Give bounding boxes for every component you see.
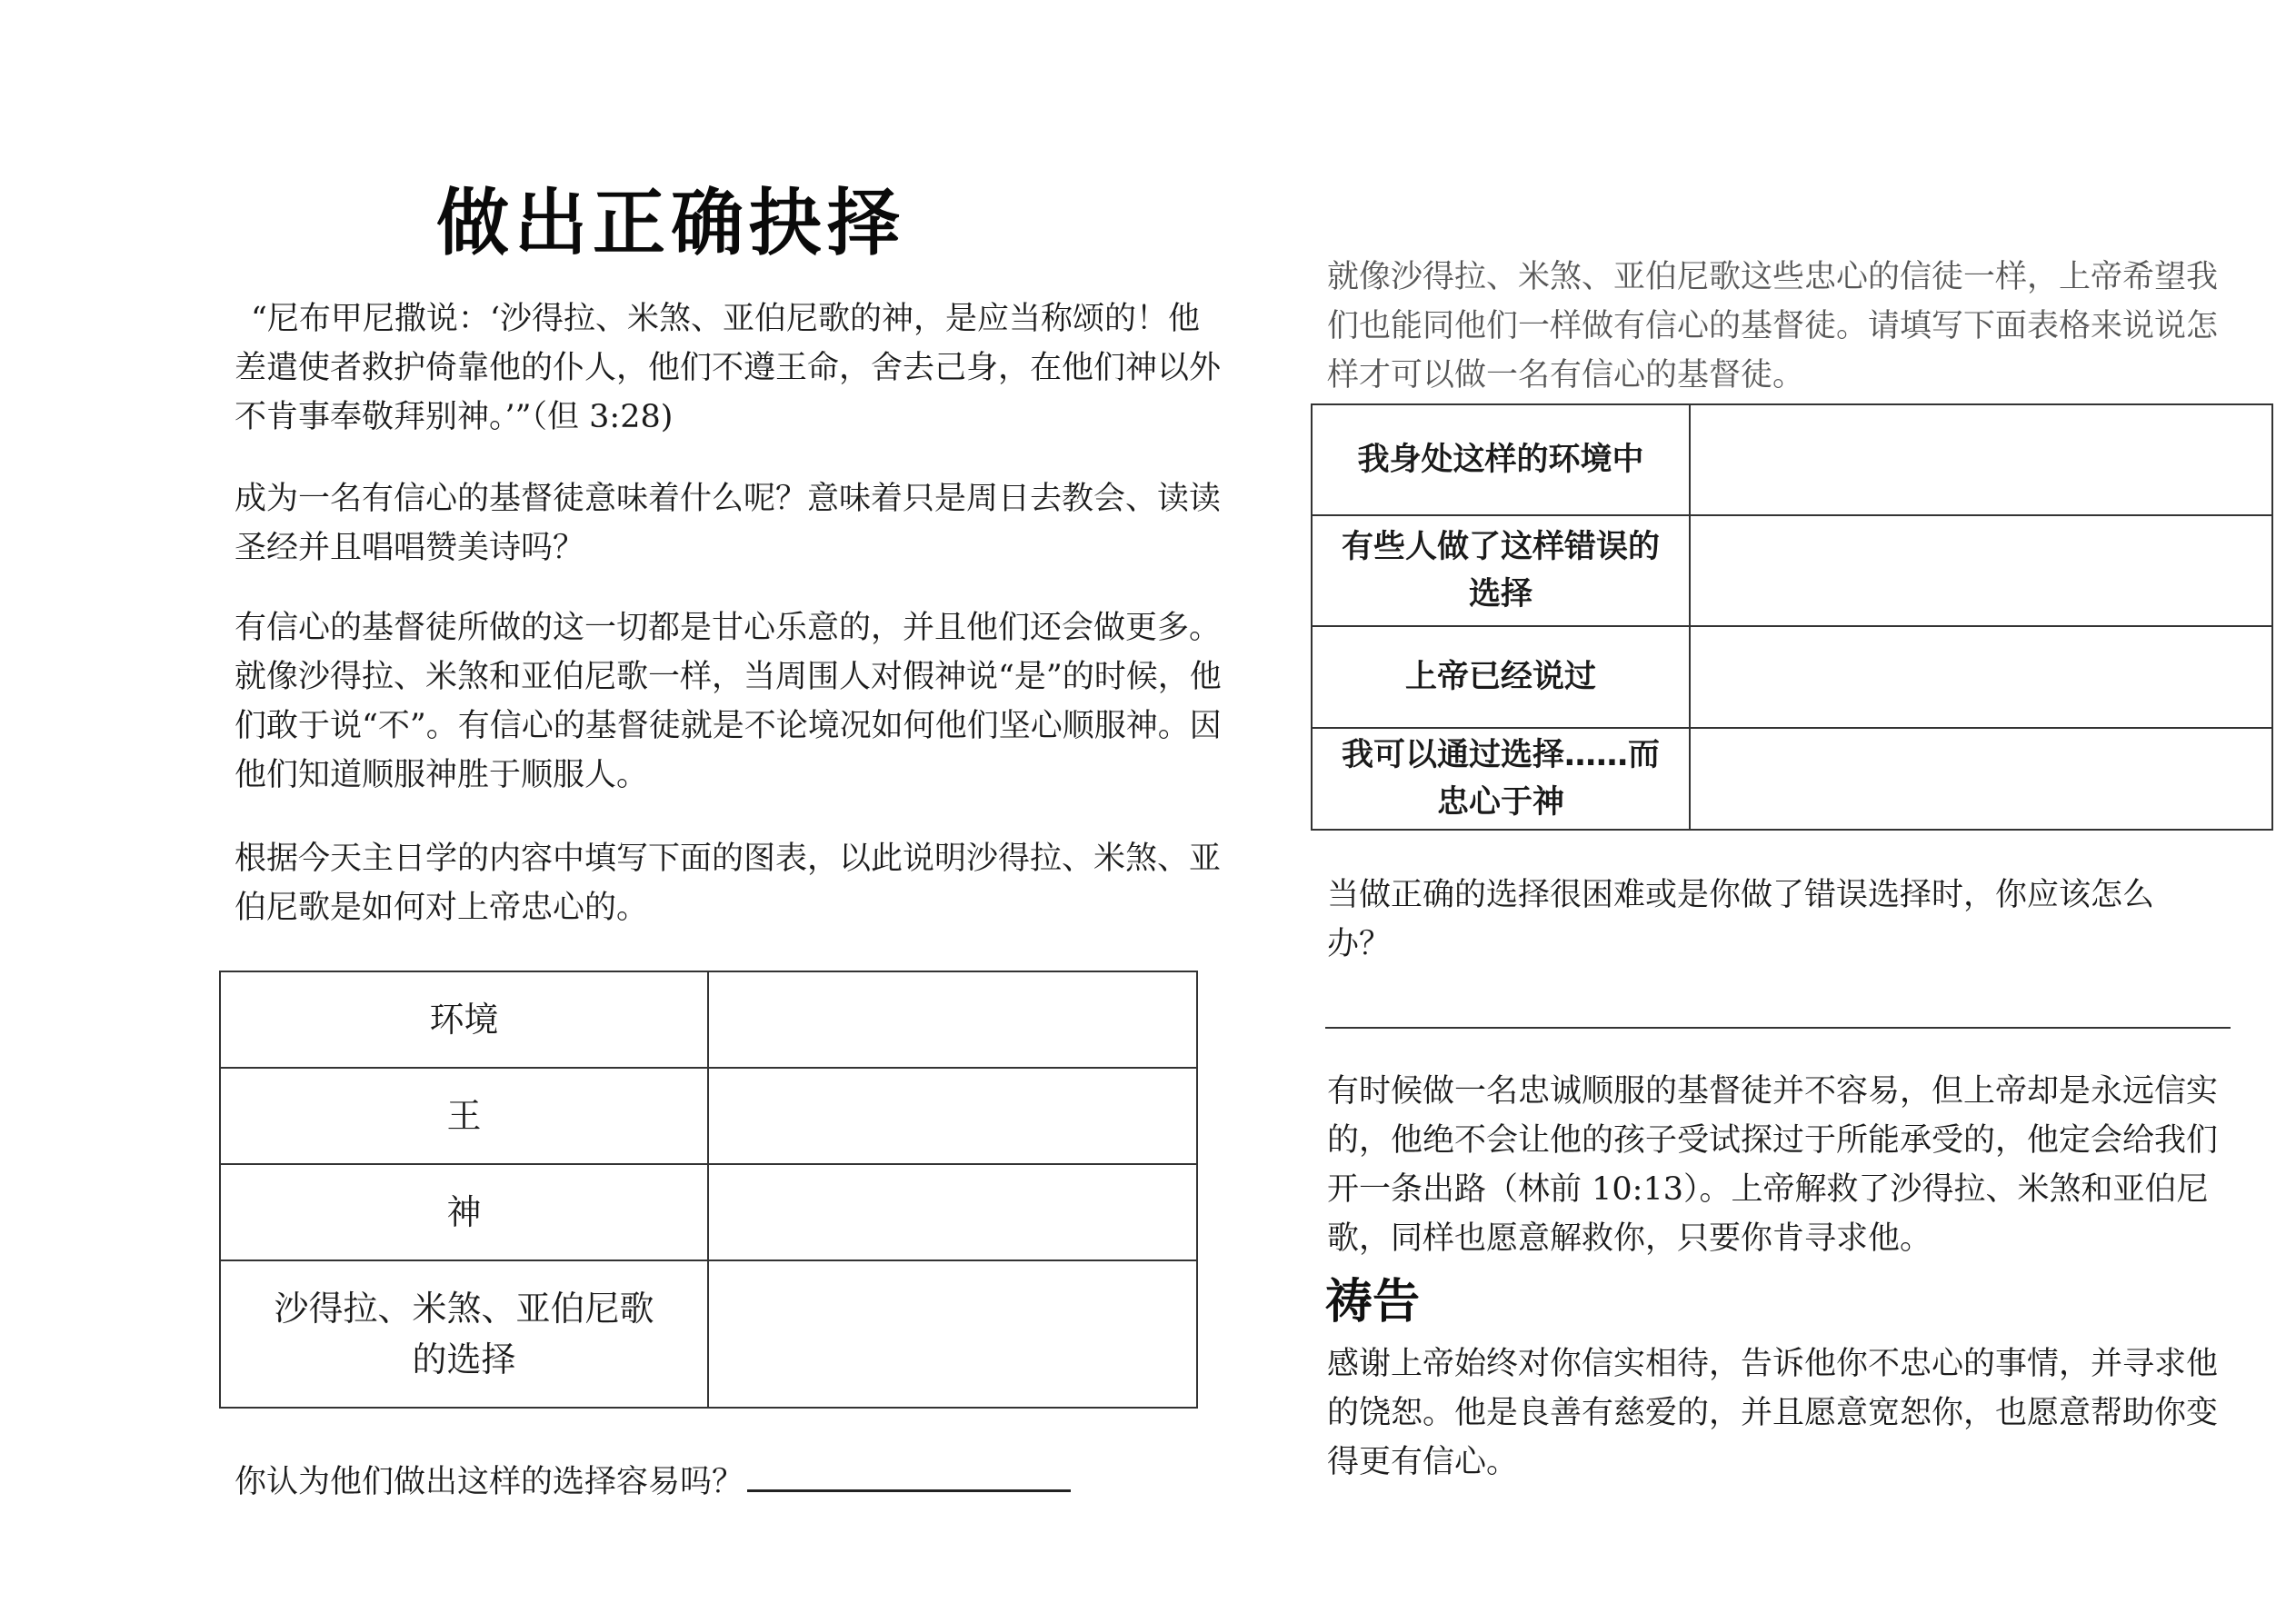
faithful-christian-paragraph: 有信心的基督徒所做的这一切都是甘心乐意的，并且他们还会做更多。就像沙得拉、米煞和亚伯尼歌一样，当周围人对假神说“是”的时候，他们敢于说“不”。有信心的基督徒就是不论境况如何他们坚心顺服神。因他们知道顺服神胜于顺服人。 <box>235 610 1222 793</box>
row-label-god-said: 上帝已经说过 <box>1312 626 1690 728</box>
faithful-christian-table <box>1311 403 2273 831</box>
table-row <box>1312 728 2272 830</box>
easy-choice-question <box>235 1458 1225 1507</box>
table-row <box>220 1260 1197 1408</box>
table-row <box>220 1068 1197 1164</box>
difficult-choice-answer-line[interactable] <box>1325 1027 2231 1029</box>
row-label-god: 神 <box>220 1164 708 1260</box>
table-row <box>1312 404 2272 515</box>
answer-cell-king[interactable] <box>708 1068 1197 1164</box>
table-row <box>220 1164 1197 1260</box>
row-label-environment: 环境 <box>220 971 708 1068</box>
prayer-text: 感谢上帝始终对你信实相待，告诉他你不忠心的事情，并寻求他的饶恕。他是良善有慈爱的，并且愿意宽恕你，也愿意帮助你变得更有信心。 <box>1327 1346 2219 1480</box>
god-faithful-paragraph: 有时候做一名忠诚顺服的基督徒并不容易，但上帝却是永远信实的，他绝不会让他的孩子受试探过于所能承受的，他定会给我们开一条出路（林前 10:13）。上帝解救了沙得拉、米煞和亚伯尼歌，同样也愿意解救你，只要你肯寻求他。 <box>1327 1073 2219 1257</box>
row-label-choice: 沙得拉、米煞、亚伯尼歌的选择 <box>220 1260 708 1408</box>
scripture-quote: “尼布甲尼撒说：‘沙得拉、米煞、亚伯尼歌的神，是应当称颂的！他差遣使者救护倚靠他的仆人，他们不遵王命，舍去己身，在他们神以外不肯事奉敬拜别神。’”（但 3:28) <box>235 301 1222 435</box>
easy-choice-question-text: 你认为他们做出这样的选择容易吗？ <box>235 1464 744 1500</box>
prayer-heading: 祷告 <box>1325 1275 1421 1329</box>
answer-cell-god[interactable] <box>708 1164 1197 1260</box>
chart-instructions: 根据今天主日学的内容中填写下面的图表，以此说明沙得拉、米煞、亚伯尼歌是如何对上帝忠心的。 <box>235 841 1222 926</box>
table-row <box>220 971 1197 1068</box>
table-row <box>1312 515 2272 626</box>
answer-cell-wrong-choice[interactable] <box>1690 515 2272 626</box>
right-intro-paragraph: 就像沙得拉、米煞、亚伯尼歌这些忠心的信徒一样，上帝希望我们也能同他们一样做有信心的基督徒。请填写下面表格来说说怎样才可以做一名有信心的基督徒。 <box>1327 259 2219 393</box>
answer-cell-my-situation[interactable] <box>1690 404 2272 515</box>
answer-cell-choice[interactable] <box>708 1260 1197 1408</box>
answer-cell-faithful-choice[interactable] <box>1690 728 2272 830</box>
row-label-my-situation: 我身处这样的环境中 <box>1312 404 1690 515</box>
difficult-choice-question: 当做正确的选择很困难或是你做了错误选择时，你应该怎么办？ <box>1327 877 2155 962</box>
table-row <box>1312 626 2272 728</box>
row-label-faithful-choice: 我可以通过选择……而忠心于神 <box>1312 728 1690 830</box>
loyalty-chart-table <box>219 971 1198 1409</box>
page-title: 做出正确抉择 <box>436 181 905 265</box>
row-label-wrong-choice: 有些人做了这样错误的选择 <box>1312 515 1690 626</box>
intro-question: 成为一名有信心的基督徒意味着什么呢？意味着只是周日去教会、读读圣经并且唱唱赞美诗吗？ <box>235 481 1222 566</box>
easy-choice-answer-blank[interactable] <box>747 1459 1071 1492</box>
answer-cell-god-said[interactable] <box>1690 626 2272 728</box>
answer-cell-environment[interactable] <box>708 971 1197 1068</box>
row-label-king: 王 <box>220 1068 708 1164</box>
